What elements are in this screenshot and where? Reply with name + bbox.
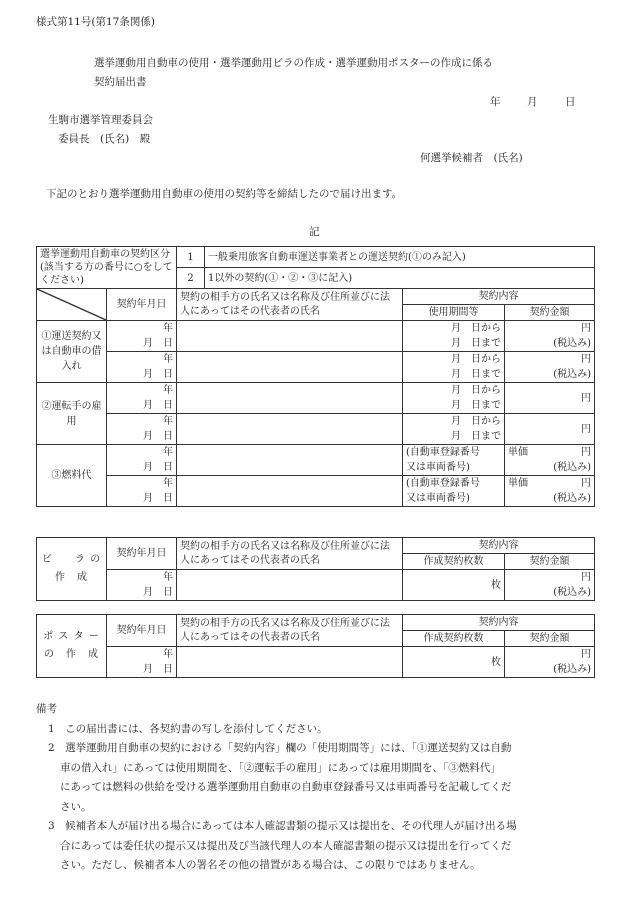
header-usage-period: 使用期間等	[403, 305, 505, 321]
date-month-day[interactable]: 月 日	[107, 585, 177, 601]
option-2-text: 1以外の契約(①・②・③に記入)	[205, 268, 595, 289]
title-line-1: 選挙運動用自動車の使用・選挙運動用ビラの作成・選挙運動用ポスターの作成に係る	[94, 57, 493, 69]
addressee-person: 委員長 (氏名) 殿	[58, 133, 151, 145]
date-year[interactable]: 年	[107, 570, 177, 586]
diagonal-corner-cell	[37, 289, 107, 321]
header-contract-date: 契約年月日	[107, 538, 177, 570]
date-year[interactable]: 年	[107, 647, 177, 663]
poster-contract-table	[36, 614, 595, 678]
header-contract-contents: 契約内容	[403, 615, 595, 631]
note-3-line-1: 3 候補者本人が届け出る場合にあっては本人確認書類の提示又は提出を、その代理人が届け出る場	[48, 820, 517, 832]
vehicle-number-label: 又は車両番号)	[403, 460, 505, 476]
note-1: 1 この届出書には、各契約書の写しを添付してください。	[48, 722, 328, 735]
amount-tax: (税込み)	[505, 336, 595, 352]
header-contract-date: 契約年月日	[107, 615, 177, 647]
option-1-number[interactable]: 1	[177, 247, 205, 268]
reg-number-label: (自動車登録番号	[403, 445, 505, 461]
row-label-transport: ①運送契約又は自動車の借入れ	[37, 321, 107, 383]
amount-yen[interactable]: 円	[505, 352, 595, 368]
period-from[interactable]: 月 日から	[403, 414, 505, 430]
unit-price-label: 単価	[508, 478, 528, 489]
title-line-2: 契約届出書	[94, 76, 147, 88]
amount-tax: (税込み)	[505, 460, 595, 476]
option-1-text: 一般乗用旅客自動車運送事業者との運送契約(①のみ記入)	[205, 247, 595, 268]
header-print-count: 作成契約枚数	[403, 631, 505, 647]
header-contract-contents: 契約内容	[403, 538, 595, 554]
header-contract-date: 契約年月日	[107, 289, 177, 321]
date-year[interactable]: 年	[107, 476, 177, 492]
amount-yen[interactable]: 円	[505, 414, 595, 445]
note-2-line-2: 車の借入れ」にあっては使用期間を、「②運転手の雇用」にあっては雇用期間を、「③燃料代」	[60, 761, 501, 774]
date-month-label: 月	[527, 96, 538, 108]
vehicle-contract-table	[36, 246, 595, 507]
amount-yen[interactable]: 円	[505, 321, 595, 337]
flyer-contract-table	[36, 537, 595, 601]
period-from[interactable]: 月 日から	[403, 321, 505, 337]
header-contract-amount: 契約金額	[505, 631, 595, 647]
row-label-driver: ②運転手の雇用	[37, 383, 107, 445]
period-until[interactable]: 月 日まで	[403, 367, 505, 383]
date-year[interactable]: 年	[107, 352, 177, 368]
intro-text: 下記のとおり選挙運動用自動車の使用の契約等を締結したので届け出ます。	[46, 188, 403, 200]
unit-price-cell[interactable]	[505, 445, 595, 461]
period-until[interactable]: 月 日まで	[403, 429, 505, 445]
header-contract-party: 契約の相手方の氏名又は名称及び住所並びに法人にあってはその代表者の氏名	[177, 538, 403, 570]
amount-tax: (税込み)	[505, 585, 595, 601]
note-2-line-3: にあっては燃料の供給を受ける選挙運動用自動車の自動車登録番号又は車両番号を記載してくだ	[60, 781, 512, 793]
vehicle-number-label: 又は車両番号)	[403, 491, 505, 507]
party-cell[interactable]	[177, 352, 403, 383]
date-month-day[interactable]: 月 日	[107, 336, 177, 352]
header-contract-amount: 契約金額	[505, 554, 595, 570]
note-3-line-3: さい。ただし、候補者本人の署名その他の措置がある場合は、この限りではありません。	[60, 859, 481, 871]
amount-tax: (税込み)	[505, 662, 595, 678]
date-month-day[interactable]: 月 日	[107, 460, 177, 476]
unit-price-label: 単価	[508, 447, 528, 458]
date-month-day[interactable]: 月 日	[107, 491, 177, 507]
date-year[interactable]: 年	[107, 321, 177, 337]
amount-tax: (税込み)	[505, 367, 595, 383]
date-month-day[interactable]: 月 日	[107, 367, 177, 383]
period-from[interactable]: 月 日から	[403, 352, 505, 368]
date-year-label: 年	[490, 96, 501, 108]
date-month-day[interactable]: 月 日	[107, 662, 177, 678]
amount-tax: (税込み)	[505, 491, 595, 507]
party-cell[interactable]	[177, 414, 403, 445]
option-2-number[interactable]: 2	[177, 268, 205, 289]
period-until[interactable]: 月 日まで	[403, 398, 505, 414]
row-label-fuel: ③燃料代	[37, 445, 107, 507]
header-contract-party: 契約の相手方の氏名又は名称及び住所並びに法人にあってはその代表者の氏名	[177, 289, 403, 321]
unit-price-yen: 円	[581, 447, 592, 458]
period-until[interactable]: 月 日まで	[403, 336, 505, 352]
party-cell[interactable]	[177, 476, 403, 507]
print-count-mai[interactable]: 枚	[403, 647, 505, 678]
form-number: 様式第11号(第17条関係)	[36, 16, 155, 28]
party-cell[interactable]	[177, 445, 403, 476]
candidate-label: 何選挙候補者 (氏名)	[420, 152, 523, 164]
addressee-org: 生駒市選挙管理委員会	[48, 114, 153, 126]
unit-price-cell[interactable]	[505, 476, 595, 492]
party-cell[interactable]	[177, 383, 403, 414]
date-year[interactable]: 年	[107, 445, 177, 461]
date-year[interactable]: 年	[107, 383, 177, 399]
date-month-day[interactable]: 月 日	[107, 398, 177, 414]
date-day-label: 日	[565, 96, 576, 108]
date-month-day[interactable]: 月 日	[107, 429, 177, 445]
party-cell[interactable]	[177, 647, 403, 678]
amount-yen[interactable]: 円	[505, 383, 595, 414]
header-print-count: 作成契約枚数	[403, 554, 505, 570]
print-count-mai[interactable]: 枚	[403, 570, 505, 601]
period-from[interactable]: 月 日から	[403, 383, 505, 399]
ki-heading: 記	[309, 226, 320, 238]
header-contract-amount: 契約金額	[505, 305, 595, 321]
poster-label: ポ ス タ ー の 作 成	[37, 615, 107, 678]
notes-heading: 備考	[36, 703, 57, 715]
party-cell[interactable]	[177, 570, 403, 601]
unit-price-yen: 円	[581, 478, 592, 489]
note-3-line-2: 合にあっては委任状の提示又は提出及び当該代理人の本人確認書類の提示又は提出を行ってくだ	[60, 839, 512, 852]
header-contract-contents: 契約内容	[403, 289, 595, 305]
header-contract-party: 契約の相手方の氏名又は名称及び住所並びに法人にあってはその代表者の氏名	[177, 615, 403, 647]
reg-number-label: (自動車登録番号	[403, 476, 505, 492]
notes-section	[36, 700, 517, 876]
amount-yen[interactable]: 円	[505, 570, 595, 586]
category-label: 選挙運動用自動車の契約区分(該当する方の番号に○をしてください)	[37, 247, 177, 289]
party-cell[interactable]	[177, 321, 403, 352]
date-year[interactable]: 年	[107, 414, 177, 430]
note-2-line-4: さい。	[60, 800, 92, 813]
flyer-label: ビ ラ の 作 成	[37, 538, 107, 601]
amount-yen[interactable]: 円	[505, 647, 595, 663]
note-2-line-1: 2 選挙運動用自動車の契約における「契約内容」欄の「使用期間等」には、「①運送契約又は自動	[48, 742, 512, 754]
